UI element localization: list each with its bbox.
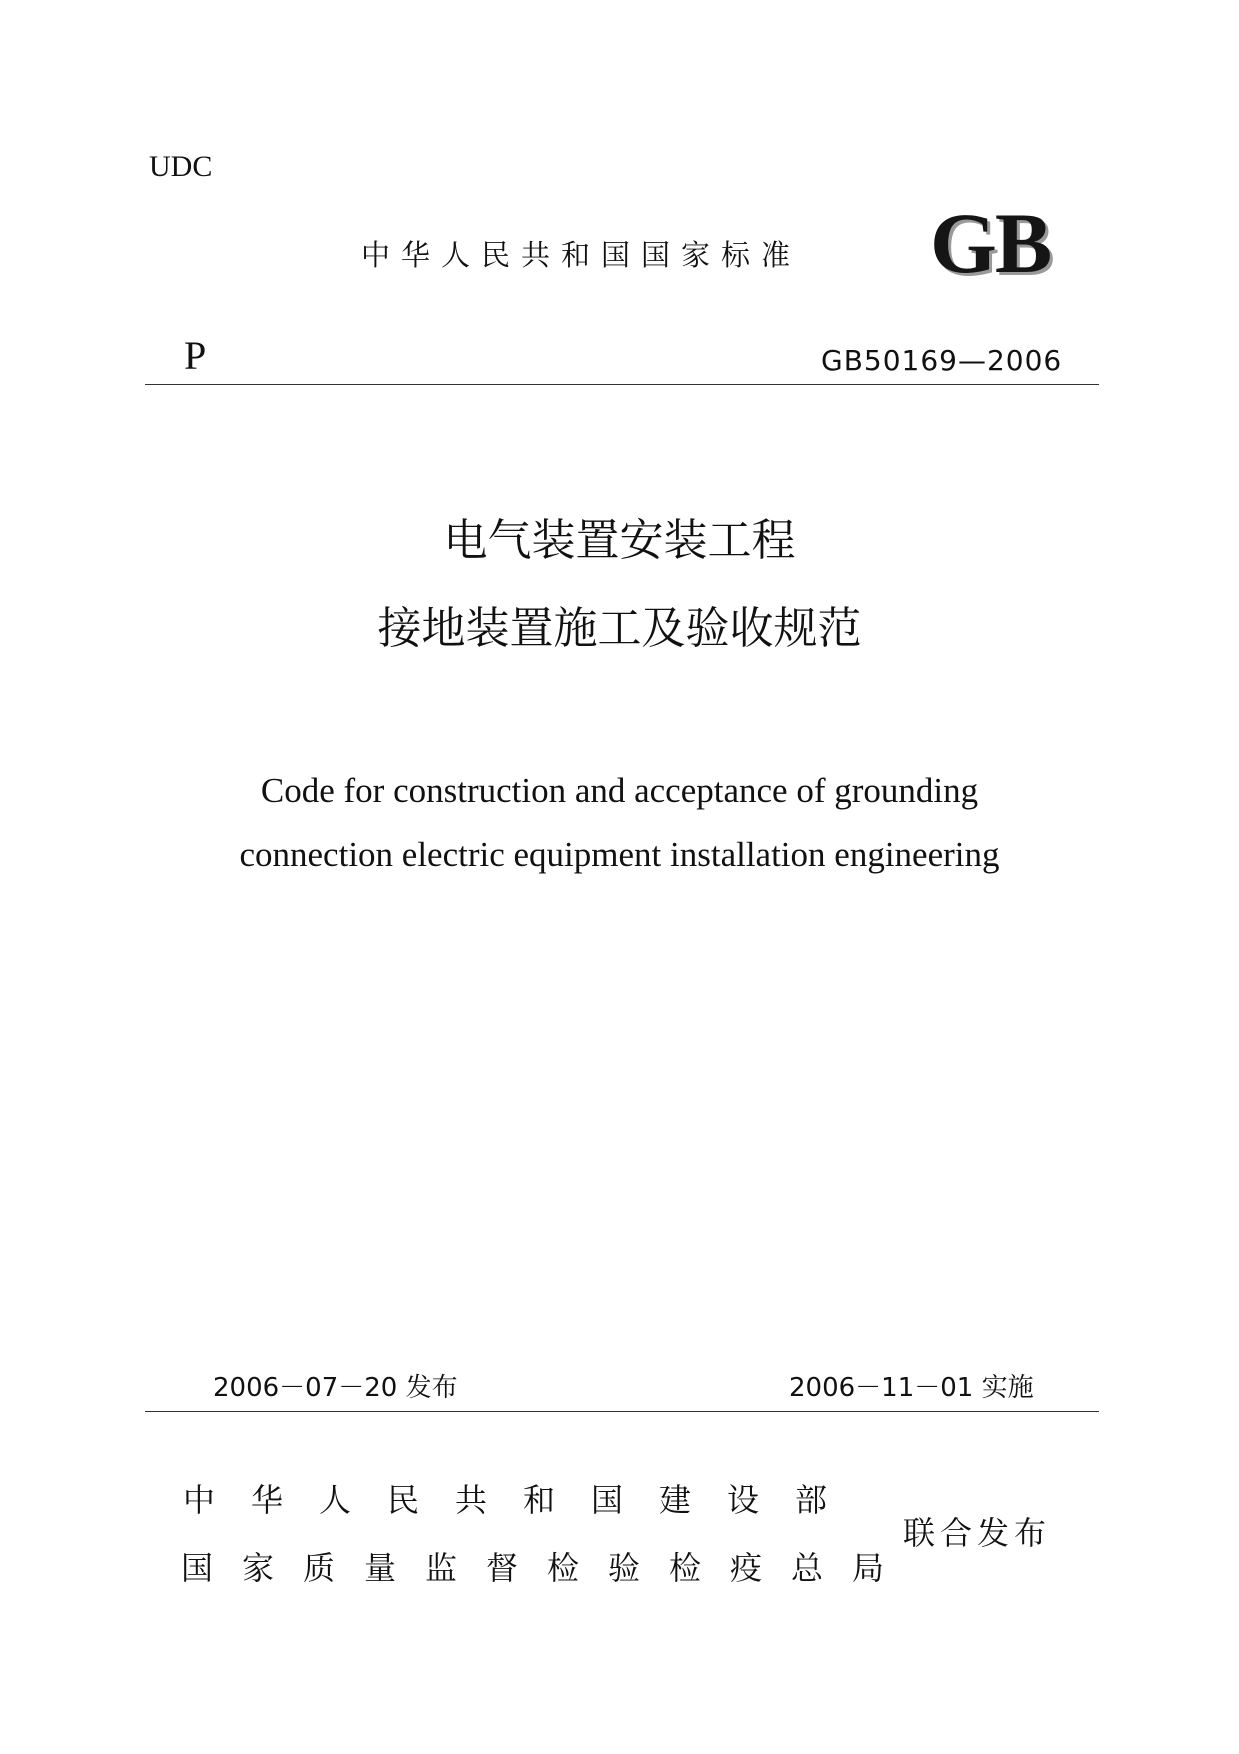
standard-number: GB50169—2006 bbox=[821, 344, 1063, 377]
bottom-divider bbox=[145, 1411, 1099, 1412]
gb-logo: GB bbox=[930, 195, 1051, 291]
issuer-ministry: 中华人民共和国建设部 bbox=[183, 1481, 864, 1519]
category-letter: P bbox=[184, 333, 207, 378]
top-divider bbox=[145, 384, 1099, 385]
title-cn-line-2: 接地装置施工及验收规范 bbox=[377, 604, 862, 653]
implementation-date: 2006－11－01 实施 bbox=[789, 1373, 1034, 1403]
standard-name: 中华人民共和国国家标准 bbox=[361, 238, 802, 272]
title-en-line-2: connection electric equipment installation engineering bbox=[239, 835, 1000, 874]
joint-issue-label: 联合发布 bbox=[903, 1514, 1052, 1552]
title-en-line-1: Code for construction and acceptance of grounding bbox=[260, 771, 979, 810]
issuer-aqsiq: 国家质量监督检验检疫总局 bbox=[181, 1549, 914, 1587]
issue-date: 2006－07－20 发布 bbox=[213, 1373, 458, 1403]
udc-label: UDC bbox=[149, 150, 213, 183]
title-cn-line-1: 电气装置安装工程 bbox=[443, 516, 796, 565]
